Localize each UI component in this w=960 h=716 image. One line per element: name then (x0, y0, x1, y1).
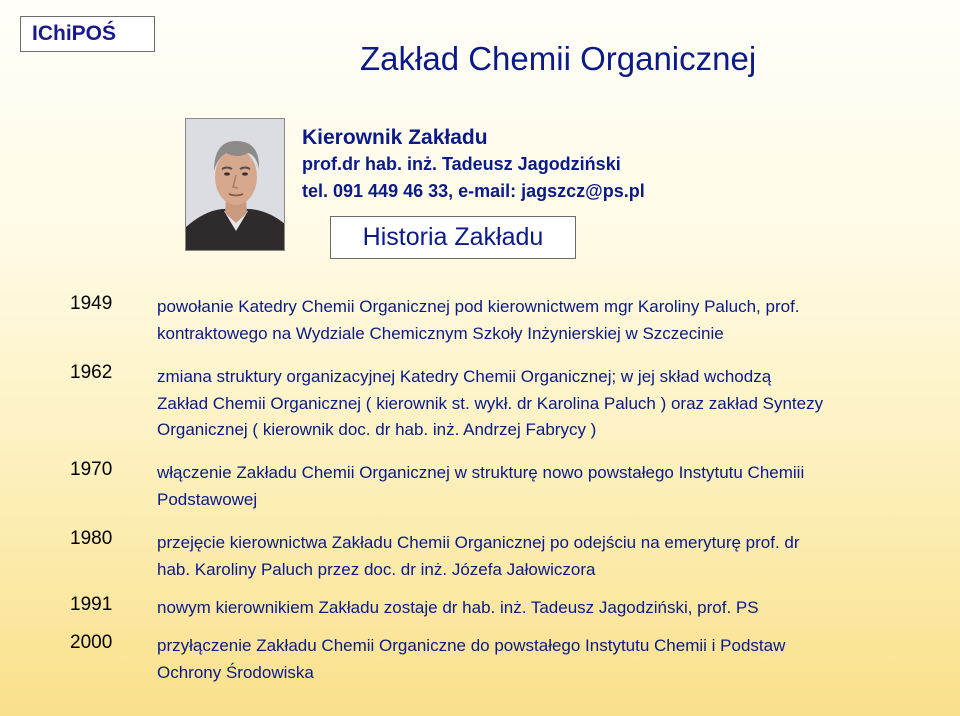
timeline-line: powołanie Katedry Chemii Organicznej pod kierownictwem mgr Karoliny Paluch, prof. (157, 297, 800, 316)
timeline-year-1949: 1949 (70, 293, 113, 314)
timeline-entry-1949 (157, 294, 947, 347)
timeline-entry-1970 (157, 460, 947, 513)
head-of-department (302, 125, 645, 204)
timeline-line: Ochrony Środowiska (157, 662, 314, 682)
timeline-line: Organicznej ( kierownik doc. dr hab. inż. Andrzej Fabrycy ) (157, 420, 597, 440)
portrait-photo (185, 118, 285, 251)
logo-box (20, 16, 155, 52)
logo-text: IChiPOŚ (32, 22, 117, 45)
timeline-line: Podstawowej (157, 489, 258, 509)
timeline-year-1991: 1991 (70, 594, 113, 615)
timeline-entry-1962 (157, 364, 947, 444)
timeline-line: włączenie Zakładu Chemii Organicznej w strukturę nowo powstałego Instytutu Chemiii (157, 463, 805, 482)
history-heading: Historia Zakładu (362, 223, 544, 251)
timeline-line: hab. Karoliny Paluch przez doc. dr inż. Józefa Jałowiczora (157, 559, 596, 579)
timeline-line: nowym kierownikiem Zakładu zostaje dr hab. inż. Tadeusz Jagodziński, prof. PS (157, 598, 759, 617)
timeline-year-1970: 1970 (70, 459, 113, 480)
timeline-line: Zakład Chemii Organicznej ( kierownik st. wykł. dr Karolina Paluch ) oraz zakład Syntezy (157, 393, 824, 413)
head-role: Kierownik Zakładu (302, 126, 488, 149)
head-contact: tel. 091 449 46 33, e-mail: jagszcz@ps.pl (302, 181, 645, 201)
timeline-line: przejęcie kierownictwa Zakładu Chemii Organicznej po odejściu na emeryturę prof. dr (157, 533, 800, 552)
timeline-entry-1991 (157, 595, 947, 622)
timeline-year-1980: 1980 (70, 528, 113, 549)
history-heading-box (330, 216, 576, 259)
timeline-line: przyłączenie Zakładu Chemii Organiczne do powstałego Instytutu Chemii i Podstaw (157, 636, 786, 655)
timeline-line: zmiana struktury organizacyjnej Katedry Chemii Organicznej; w jej skład wchodzą (157, 367, 772, 386)
timeline-entry-2000 (157, 633, 947, 686)
page-title: Zakład Chemii Organicznej (360, 40, 757, 77)
timeline-entry-1980 (157, 530, 947, 583)
head-name: prof.dr hab. inż. Tadeusz Jagodziński (302, 154, 621, 174)
timeline-year-1962: 1962 (70, 362, 113, 383)
timeline-line: kontraktowego na Wydziale Chemicznym Szkoły Inżynierskiej w Szczecinie (157, 323, 724, 343)
timeline-year-2000: 2000 (70, 632, 113, 653)
